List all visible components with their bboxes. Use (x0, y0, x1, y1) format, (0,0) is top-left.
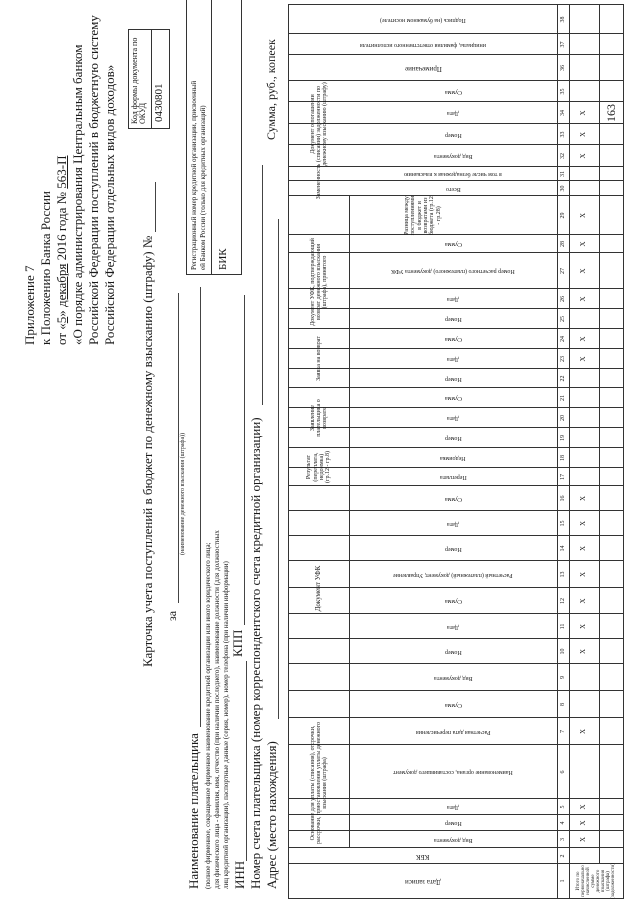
x-mark: X (579, 131, 588, 138)
col-number: 35 (559, 88, 566, 95)
col-number: 8 (559, 703, 566, 706)
za-caption: (наименование денежного взыскания (штрафа)) (180, 432, 186, 555)
h-kbk (289, 848, 557, 864)
h-dp-vid-text: Вид документа (433, 153, 473, 160)
col-number: 2 (559, 854, 566, 858)
x-mark: X (579, 336, 588, 342)
payer-note-3: лиц кредитной организации), паспортные данные (серия, номер), номер телефона (при наличии информации) (222, 561, 230, 889)
h-zp-data-text: Дата (447, 415, 459, 422)
account-label: Номер счета плательщика (номер корреспондентского счета кредитной организации) (248, 417, 263, 889)
x-mark: X (579, 268, 588, 274)
x-mark: X (579, 153, 588, 159)
col-number: 6 (559, 770, 566, 774)
x-mark: X (579, 241, 588, 247)
h-dr-nomer (349, 309, 557, 329)
h-uvk: Документ УФК (314, 565, 323, 612)
h-doc-pog: Документ о погашении (списании) задолженности по денежному взысканию (штрафу) (309, 82, 329, 166)
h-organ (349, 745, 557, 799)
h-zp-summa-text: Сумма (444, 395, 462, 402)
h-podpis (289, 5, 557, 34)
h-doc-ufk-return: Документ УФК, подтверждающий возврат денежного взыскания (штрафа), принятого (309, 238, 329, 326)
h-nomer (349, 815, 557, 831)
h-fio (289, 34, 557, 55)
h-r-data-text: Дата (447, 520, 459, 527)
h-primechanie-text: Примечание (404, 64, 442, 73)
payer-label: Наименование плательщика (186, 733, 201, 889)
h-dr-data-text: Дата (447, 296, 459, 303)
col-number: 29 (559, 212, 566, 219)
col-number: 36 (559, 65, 566, 71)
h-date-text: Дата записи (405, 877, 441, 886)
row-footnote: Итого по первоначально начисленной сумме денежного взыскания (штрафа) (задолженности) (576, 863, 616, 899)
h-uvk-vid-text: Вид документа (433, 674, 473, 681)
h-uvk-nomer-text: Номер (444, 648, 462, 655)
h-r-nomer (349, 536, 557, 561)
h-r-summa (349, 486, 557, 511)
h-pereplata-text: Переплата (439, 474, 467, 481)
h-raschet (349, 561, 557, 588)
x-mark: X (579, 820, 588, 826)
col-number: 15 (559, 520, 566, 527)
h-r-summa-text: Сумма (444, 495, 462, 502)
h-uvk-data (349, 614, 557, 639)
col-number: 10 (559, 648, 566, 655)
h-nedoimka (349, 448, 557, 468)
x-mark: X (579, 110, 588, 116)
payer-note-1: (полное фирменное, сокращенное фирменное наименование кредитной организации или иного юридического лица; (204, 542, 212, 889)
page-number: 163 (604, 104, 618, 122)
x-mark: X (579, 836, 588, 843)
h-uvk-summa-text: Сумма (444, 598, 462, 605)
h-nomer-ufk (349, 253, 557, 289)
col-number: 7 (559, 730, 566, 733)
col-number: 22 (559, 375, 566, 382)
col-number: 11 (559, 623, 566, 630)
h-summa (349, 691, 557, 718)
col-number: 24 (559, 336, 566, 342)
col-number: 4 (559, 821, 566, 825)
h-kbk-text: КБК (416, 852, 430, 861)
h-zp-nomer (349, 428, 557, 448)
h-z-data (349, 349, 557, 369)
col-number: 38 (559, 16, 566, 23)
h-summa-text: Сумма (444, 701, 462, 708)
col-number: 12 (559, 598, 566, 604)
col-number: 16 (559, 495, 566, 502)
h-fio-text: инициалы, фамилия ответственного исполнителя (360, 41, 486, 48)
col-number: 30 (559, 185, 566, 192)
col-number: 27 (559, 268, 566, 274)
h-v-tom (349, 167, 557, 181)
h-vsego-text: Всего (445, 185, 461, 192)
main-table (288, 4, 624, 899)
col-number: 21 (559, 395, 566, 401)
col-number: 33 (559, 131, 566, 138)
h-dr-summa (349, 235, 557, 253)
h-nedoimka-text: Недоимка (440, 455, 466, 462)
h-basis: Основание для уплаты (списания), отсрочки, рассрочки, приостановления уплаты денежного взыскания (штрафа) (309, 722, 329, 844)
h-data-text: Дата (447, 804, 459, 811)
h-raznica: Разница между поступлениями в бюджет и возвратами из бюджета (гр.12 - гр.28) (404, 195, 442, 236)
appendix-line-3: от «5» декабря 2016 года № 563-П (54, 155, 69, 345)
inn-label: ИНН (232, 860, 247, 889)
x-mark: X (579, 545, 588, 552)
h-nomer-text: Номер (444, 820, 462, 827)
h-uvk-data-text: Дата (447, 623, 459, 630)
col-number: 17 (559, 474, 566, 480)
x-mark: X (579, 356, 588, 362)
h-r-data (349, 511, 557, 536)
data-row-line (599, 5, 600, 864)
col-number: 3 (559, 838, 566, 841)
h-dp-vid (349, 145, 557, 167)
h-z-summa-text: Сумма (444, 336, 462, 343)
h-zp-data (349, 408, 557, 428)
h-data (349, 799, 557, 815)
col-number: 1 (559, 879, 566, 883)
col-number: 14 (559, 545, 566, 552)
x-mark: X (579, 495, 588, 502)
h-payment-dates-text: Расчетная дата перечисления (415, 728, 491, 735)
col-number: 26 (559, 296, 566, 302)
za-label: за (165, 610, 179, 621)
okud-label: Код формы документа по ОКУД (130, 37, 148, 124)
h-z-data-text: Дата (447, 356, 459, 363)
okud-code: 0430801 (153, 83, 165, 122)
col-number: 28 (559, 241, 566, 247)
h-dp-data-text: Дата (447, 110, 459, 117)
x-mark: X (579, 520, 588, 527)
h-vid-doc-text: Вид документа (433, 836, 473, 843)
h-dp-summa (349, 81, 557, 102)
h-payment-dates (349, 718, 557, 745)
h-podpis-text: Подпись (на бумажном носителе) (380, 16, 466, 23)
appendix-line-2: к Положению Банка России (38, 191, 53, 345)
okud-box (128, 29, 170, 129)
h-uvk-nomer (349, 639, 557, 664)
appendix-line-1: Приложение 7 (22, 265, 37, 345)
appendix-line-4: «О порядке администрирования Центральным банком (70, 44, 85, 345)
reg-box (186, 0, 242, 275)
h-nomer-ufk-text: Номер расчетного (платежного) документа УФК (391, 268, 515, 275)
h-uvk-vid (349, 664, 557, 691)
col-number: 13 (559, 571, 566, 578)
h-zp-nomer-text: Номер (444, 435, 462, 442)
h-dp-nomer (349, 124, 557, 145)
x-mark: X (579, 212, 588, 219)
col-number: 18 (559, 455, 566, 461)
sum-unit: Сумма, руб., копеек (264, 39, 278, 140)
h-date (289, 864, 557, 898)
kpp-label: КПП (230, 629, 245, 657)
h-dr-nomer-text: Номер (444, 316, 462, 323)
h-primechanie (289, 55, 557, 81)
h-vid-doc (349, 831, 557, 848)
h-z-nomer-text: Номер (444, 375, 462, 382)
payer-note-2: для физического лица - фамилия, имя, отчество (при наличии последнего), наименование должности (для должностных (213, 530, 221, 889)
x-mark: X (579, 571, 588, 578)
x-mark: X (579, 623, 588, 630)
card-title: Карточка учета поступлений в бюджет по денежному взысканию (штрафу) № (140, 235, 155, 667)
reg-text-2: ей Банком России (только для кредитных организаций) (199, 105, 207, 270)
x-mark: X (579, 296, 588, 302)
col-number: 32 (559, 153, 566, 159)
h-z-nomer (349, 369, 557, 388)
x-mark: X (579, 648, 588, 655)
h-zaminenost: Замененность (315, 163, 322, 200)
h-r-nomer-text: Номер (444, 545, 462, 552)
h-dr-summa-text: Сумма (444, 241, 462, 248)
h-result: Результат (переплата, недоимка) (гр.12 - гр.8) (306, 451, 332, 483)
x-mark: X (579, 804, 588, 810)
x-mark: X (579, 728, 588, 735)
x-mark: X (579, 598, 588, 604)
h-dr-data (349, 289, 557, 309)
appendix-line-5: Российской Федерации поступлений в бюджетную систему (86, 15, 101, 345)
h-v-tom-text: в том числе безнадежная к взысканию (404, 171, 502, 178)
h-zayav-plat: Заявление плательщика о возврате (309, 399, 329, 437)
col-number: 31 (559, 171, 566, 177)
h-dp-data (349, 102, 557, 124)
h-zp-summa (349, 388, 557, 408)
col-number: 23 (559, 356, 566, 362)
col-number: 5 (559, 805, 566, 809)
h-uvk-summa (349, 588, 557, 614)
reg-text-1: Регистрационный номер кредитной организации, присвоенный (190, 80, 198, 270)
h-vsego (349, 181, 557, 196)
h-zayavka: Заявка на возврат (315, 336, 322, 381)
h-organ-text: Наименование органа, составившего документ (393, 769, 513, 776)
h-dp-summa-text: Сумма (444, 88, 462, 95)
col-number: 34 (559, 110, 566, 116)
col-number: 9 (559, 676, 566, 679)
col-number: 25 (559, 316, 566, 322)
h-dp-nomer-text: Номер (444, 131, 462, 138)
address-label: Адрес (место нахождения) (264, 741, 279, 889)
appendix-line-6: Российской Федерации отдельных видов доходов» (102, 64, 117, 345)
h-raschet-text: Расчетный (платежный) документ, Управление (393, 571, 513, 578)
h-pereplata (349, 468, 557, 486)
h-z-summa (349, 329, 557, 349)
col-number: 37 (559, 41, 566, 48)
col-number: 20 (559, 415, 566, 421)
bik-label: БИК (217, 248, 229, 270)
col-number: 19 (559, 435, 566, 441)
